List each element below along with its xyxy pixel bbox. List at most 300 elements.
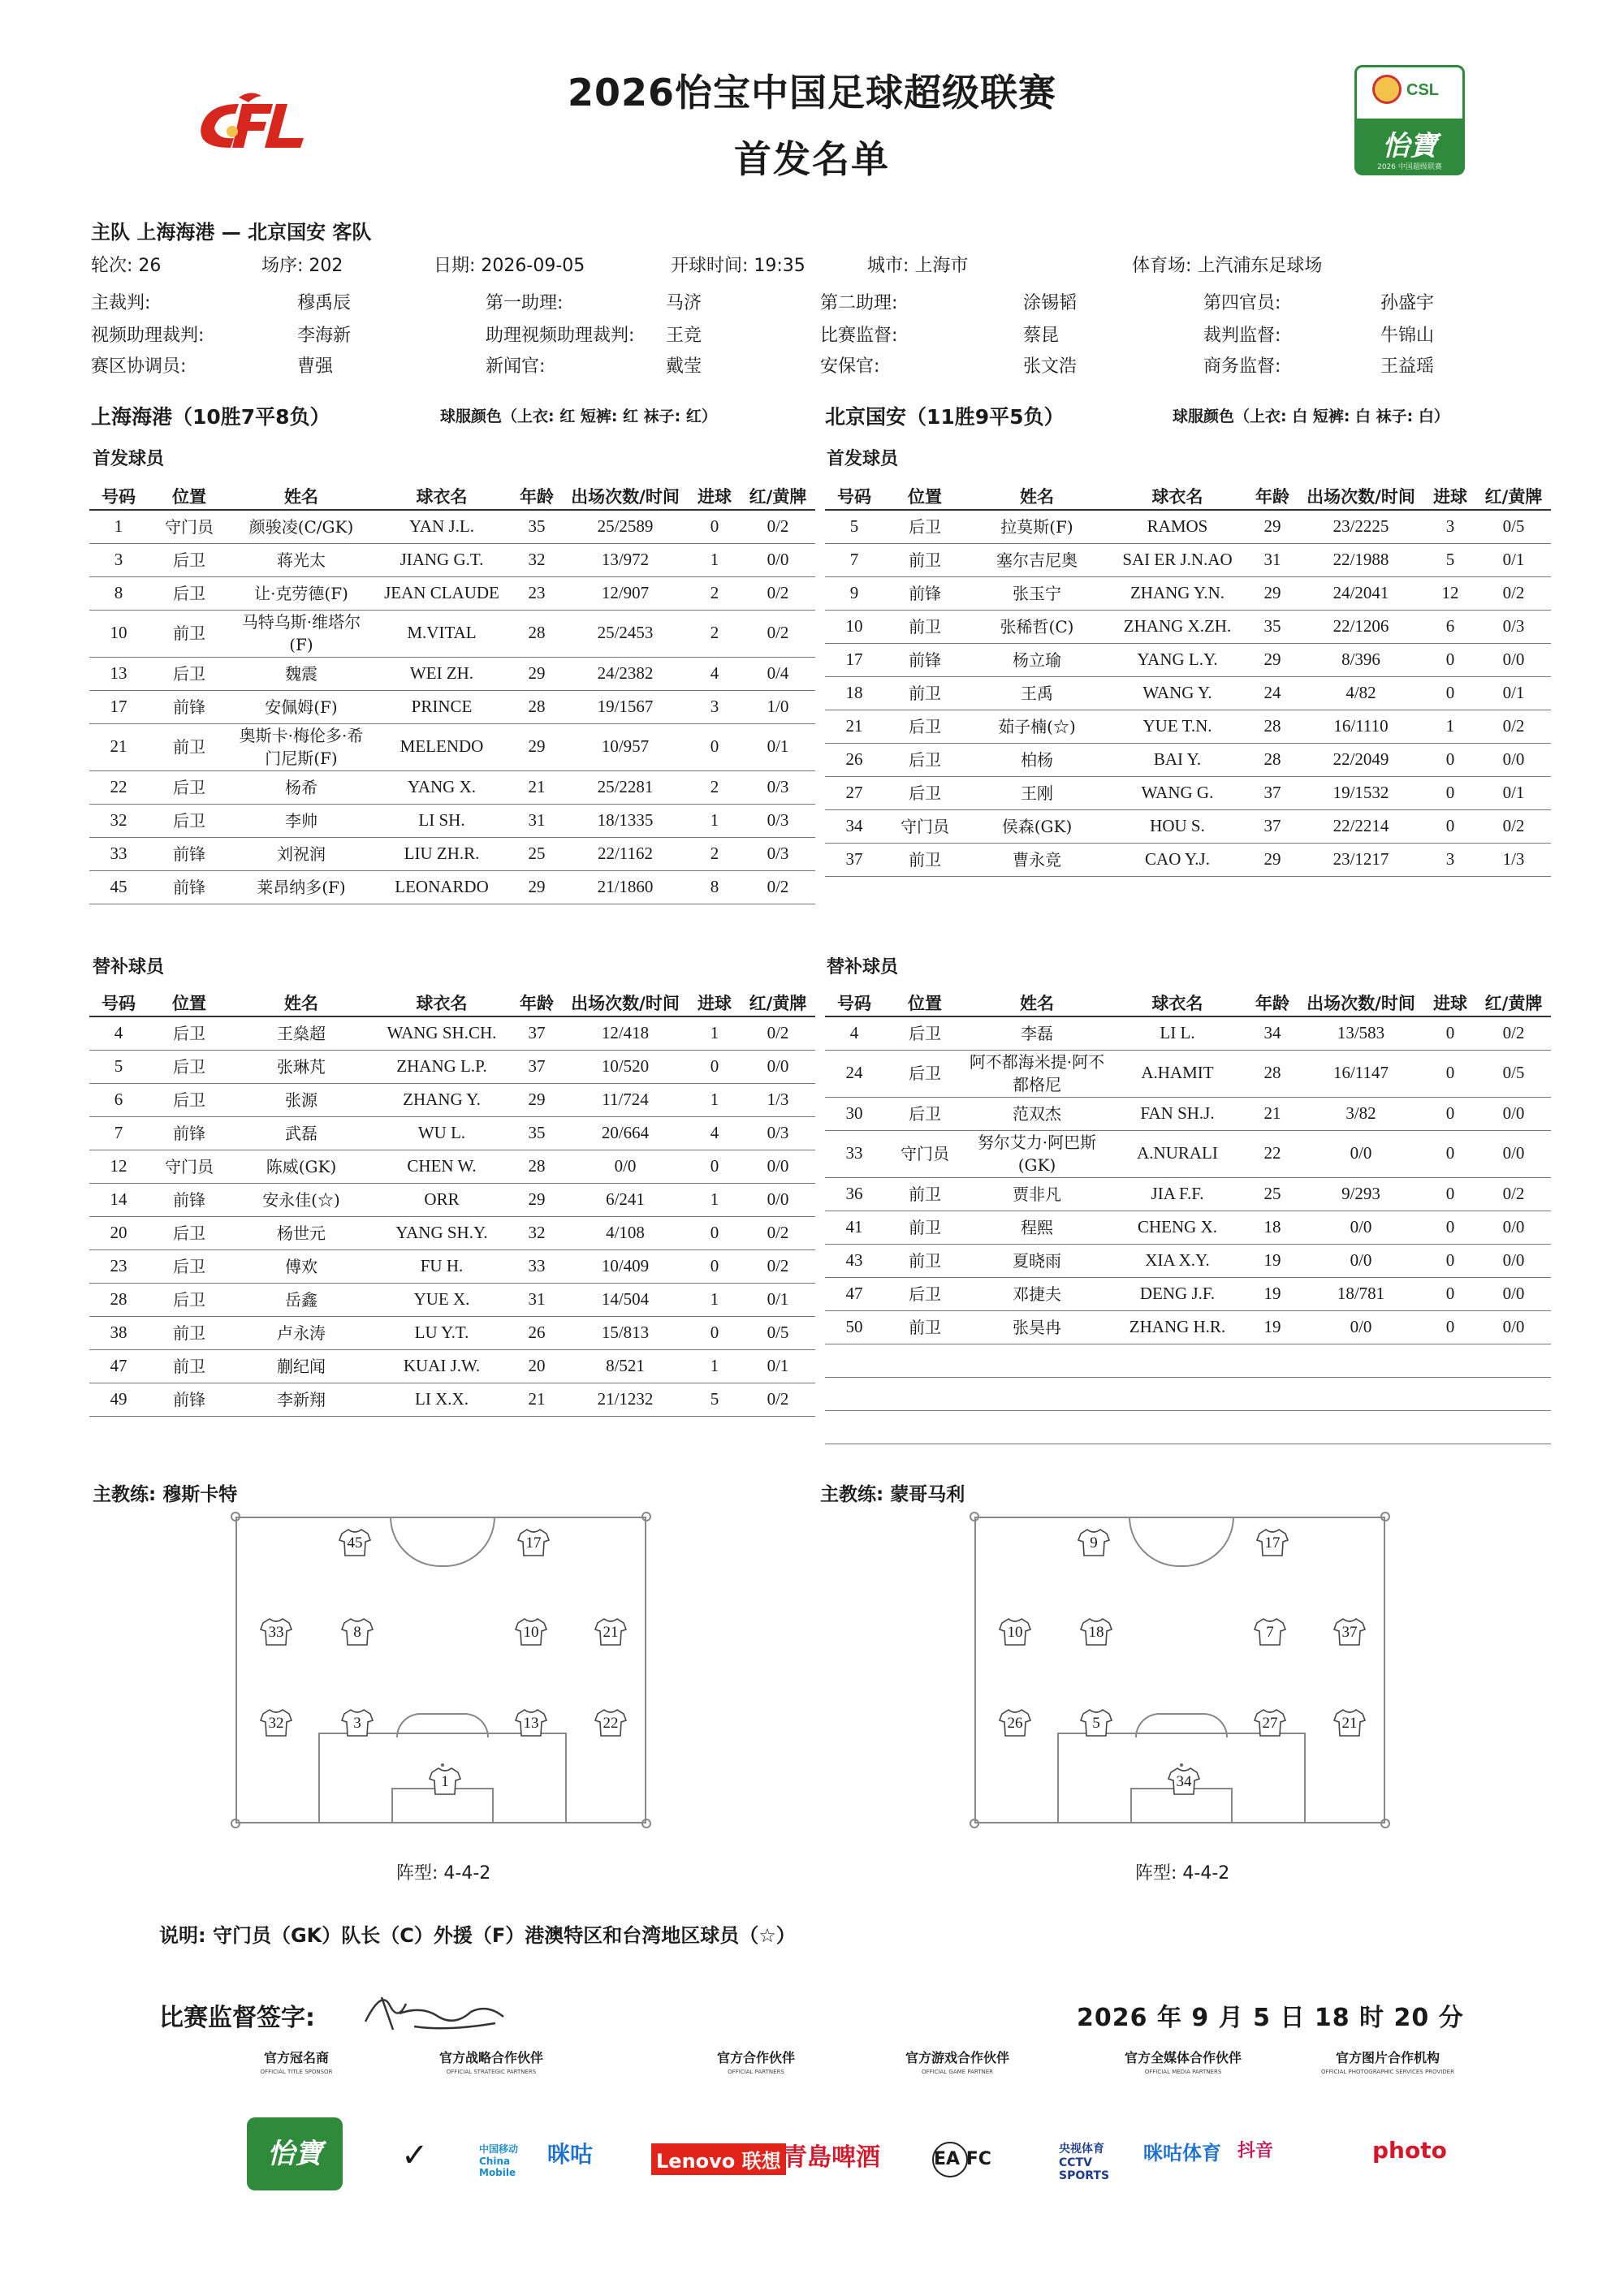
column-header: 号码: [825, 482, 883, 510]
shirt-name: YAN J.L.: [372, 510, 512, 543]
official-name: 涂锡韬: [1023, 293, 1078, 313]
player-name: 王燊超: [231, 1016, 372, 1050]
column-header: 位置: [148, 482, 231, 510]
jersey-number: 33: [268, 1624, 284, 1641]
shirt-name: WANG Y.: [1108, 676, 1247, 710]
jersey-number: 13: [523, 1715, 539, 1732]
player-number: 10: [825, 610, 883, 643]
away-subs-label: 替补球员: [827, 957, 899, 978]
appearances: 12/418: [562, 1016, 689, 1050]
appearances: 0/0: [1298, 1310, 1424, 1344]
shirt-name: YUE X.: [372, 1283, 512, 1316]
shirt-name: A.NURALI: [1108, 1130, 1247, 1177]
player-goals: 1: [689, 1283, 741, 1316]
player-number: 36: [825, 1177, 883, 1211]
player-goals: 0: [1424, 1016, 1476, 1050]
away-formation-pitch: [974, 1517, 1385, 1823]
jersey-icon: [594, 1708, 627, 1737]
player-number: 3: [89, 543, 148, 576]
player-cards: 0/1: [1476, 543, 1551, 576]
officials-row-3: [89, 352, 1559, 382]
shirt-name: ZHANG H.R.: [1108, 1310, 1247, 1344]
jersey-icon: [999, 1617, 1031, 1646]
jersey-icon: [1254, 1617, 1286, 1646]
player-cards: 0/3: [741, 804, 815, 837]
player-age: 29: [1247, 576, 1298, 610]
player-position: 前卫: [148, 1349, 231, 1383]
player-row: [825, 543, 1551, 576]
player-name: 塞尔吉尼奥: [966, 543, 1108, 576]
appearances: 24/2382: [562, 657, 689, 690]
appearances: 19/1567: [562, 690, 689, 723]
player-goals: 0: [1424, 743, 1476, 776]
player-goals: 0: [1424, 1130, 1476, 1177]
jersey-icon: [1080, 1708, 1112, 1737]
player-cards: 0/2: [1476, 1177, 1551, 1211]
home-formation-pitch: [235, 1517, 646, 1823]
player-age: 21: [512, 770, 562, 804]
shirt-name: LI SH.: [372, 804, 512, 837]
player-name: 安永佳(☆): [231, 1183, 372, 1216]
player-age: 21: [512, 1383, 562, 1416]
player-name: 陈威(GK): [231, 1150, 372, 1183]
appearances: 10/957: [562, 723, 689, 770]
player-name: 努尔艾力·阿巴斯(GK): [966, 1130, 1108, 1177]
player-number: 47: [825, 1277, 883, 1310]
player-row: [89, 770, 815, 804]
column-header: 出场次数/时间: [1298, 482, 1424, 510]
player-cards: 0/2: [741, 576, 815, 610]
shirt-name: YANG L.Y.: [1108, 643, 1247, 676]
empty-row: [825, 1410, 1551, 1444]
player-age: 33: [512, 1249, 562, 1283]
column-header: 进球: [1424, 989, 1476, 1016]
column-header: 红/黄牌: [741, 482, 815, 510]
column-header: 红/黄牌: [741, 989, 815, 1016]
player-position: 前卫: [148, 1316, 231, 1349]
player-goals: 1: [689, 1183, 741, 1216]
player-row: [825, 1310, 1551, 1344]
jersey-number: 32: [268, 1715, 284, 1732]
player-number: 18: [825, 676, 883, 710]
player-position: 前卫: [883, 843, 966, 876]
shirt-name: DENG J.F.: [1108, 1277, 1247, 1310]
column-header: 姓名: [231, 989, 372, 1016]
player-name: 贾非凡: [966, 1177, 1108, 1211]
shirt-name: ZHANG Y.N.: [1108, 576, 1247, 610]
player-position: 后卫: [148, 543, 231, 576]
player-position: 前锋: [148, 1116, 231, 1150]
column-header: 年龄: [512, 482, 562, 510]
player-number: 38: [89, 1316, 148, 1349]
column-header: 红/黄牌: [1476, 482, 1551, 510]
player-row: [89, 837, 815, 870]
official-name: 李海新: [297, 326, 352, 346]
lenovo-logo: Lenovo 联想: [651, 2143, 786, 2175]
player-row: [825, 743, 1551, 776]
jersey-icon: [515, 1617, 547, 1646]
player-cards: 0/1: [741, 723, 815, 770]
player-row: [825, 1277, 1551, 1310]
player-name: 刘祝润: [231, 837, 372, 870]
player-number: 49: [89, 1383, 148, 1416]
column-header: 位置: [883, 482, 966, 510]
shirt-name: ZHANG X.ZH.: [1108, 610, 1247, 643]
appearances: 21/1860: [562, 870, 689, 904]
player-position: 后卫: [148, 1016, 231, 1050]
official-name: 张文浩: [1023, 356, 1078, 377]
player-goals: 0: [689, 723, 741, 770]
player-cards: 0/0: [741, 1050, 815, 1083]
jersey-icon: [1168, 1767, 1200, 1796]
player-cards: 0/1: [741, 1349, 815, 1383]
player-age: 19: [1247, 1244, 1298, 1277]
player-number: 8: [89, 576, 148, 610]
player-number: 21: [89, 723, 148, 770]
player-position: 后卫: [883, 710, 966, 743]
player-cards: 0/1: [1476, 676, 1551, 710]
jersey-number: 26: [1007, 1715, 1023, 1732]
player-goals: 5: [689, 1383, 741, 1416]
shirt-name: RAMOS: [1108, 510, 1247, 543]
official-label: 第一助理:: [486, 293, 564, 313]
player-position: 守门员: [148, 1150, 231, 1183]
player-position: 前卫: [883, 1177, 966, 1211]
player-cards: 0/3: [741, 837, 815, 870]
player-row: [89, 1183, 815, 1216]
player-name: 曹永竞: [966, 843, 1108, 876]
jersey-icon: [341, 1708, 374, 1737]
player-goals: 0: [689, 1216, 741, 1249]
shirt-name: PRINCE: [372, 690, 512, 723]
player-goals: 0: [1424, 1050, 1476, 1097]
appearances: 4/108: [562, 1216, 689, 1249]
player-name: 邓捷夫: [966, 1277, 1108, 1310]
player-position: 前锋: [883, 576, 966, 610]
player-number: 28: [89, 1283, 148, 1316]
shirt-name: JIANG G.T.: [372, 543, 512, 576]
player-cards: 0/2: [741, 1383, 815, 1416]
jersey-number: 22: [603, 1715, 619, 1732]
player-age: 35: [512, 510, 562, 543]
player-position: 前锋: [148, 1183, 231, 1216]
player-position: 后卫: [148, 1083, 231, 1116]
column-header: 出场次数/时间: [1298, 989, 1424, 1016]
player-name: 杨世元: [231, 1216, 372, 1249]
player-age: 35: [512, 1116, 562, 1150]
shirt-name: LU Y.T.: [372, 1316, 512, 1349]
shirt-name: YANG SH.Y.: [372, 1216, 512, 1249]
player-name: 张稀哲(C): [966, 610, 1108, 643]
player-age: 32: [512, 1216, 562, 1249]
away-subs-table: [825, 989, 1551, 1444]
player-position: 后卫: [883, 1050, 966, 1097]
match-date: 日期: 2026-09-05: [434, 256, 585, 276]
shirt-name: CHENG X.: [1108, 1211, 1247, 1244]
column-header: 姓名: [231, 482, 372, 510]
player-row: [89, 610, 815, 657]
player-name: 夏晓雨: [966, 1244, 1108, 1277]
jersey-icon: [999, 1708, 1031, 1737]
player-name: 拉莫斯(F): [966, 510, 1108, 543]
player-cards: 0/5: [1476, 1050, 1551, 1097]
player-cards: 0/2: [741, 870, 815, 904]
player-number: 27: [825, 776, 883, 809]
player-age: 28: [512, 690, 562, 723]
player-row: [89, 1016, 815, 1050]
player-name: 魏震: [231, 657, 372, 690]
player-row: [825, 776, 1551, 809]
player-row: [825, 1244, 1551, 1277]
appearances: 14/504: [562, 1283, 689, 1316]
appearances: 9/293: [1298, 1177, 1424, 1211]
player-name: 张玉宁: [966, 576, 1108, 610]
player-age: 37: [512, 1050, 562, 1083]
column-header: 球衣名: [372, 482, 512, 510]
player-position: 后卫: [148, 1216, 231, 1249]
player-name: 奥斯卡·梅伦多·希门尼斯(F): [231, 723, 372, 770]
official-label: 安保官:: [820, 356, 880, 377]
appearances: 25/2589: [562, 510, 689, 543]
player-cards: 0/2: [1476, 1016, 1551, 1050]
player-name: 安佩姆(F): [231, 690, 372, 723]
sponsor-category: 官方合作伙伴 OFFICIAL PARTNERS: [716, 2050, 795, 2075]
shirt-name: ZHANG L.P.: [372, 1050, 512, 1083]
official-label: 第四官员:: [1203, 293, 1281, 313]
shirt-name: BAI Y.: [1108, 743, 1247, 776]
appearances: 0/0: [1298, 1211, 1424, 1244]
player-number: 21: [825, 710, 883, 743]
away-team-name: 北京国安（11胜9平5负）: [825, 405, 1065, 429]
jersey-number: 17: [525, 1534, 542, 1552]
player-age: 28: [512, 1150, 562, 1183]
kickoff-time: 开球时间: 19:35: [671, 256, 806, 276]
player-row: [89, 1283, 815, 1316]
matchup: 主队 上海海港 — 北京国安 客队: [91, 221, 372, 244]
shirt-name: WU L.: [372, 1116, 512, 1150]
player-age: 37: [1247, 776, 1298, 809]
official-name: 戴莹: [666, 356, 702, 377]
shirt-name: SAI ER J.N.AO: [1108, 543, 1247, 576]
player-row: [825, 1211, 1551, 1244]
official-name: 穆禹辰: [297, 293, 352, 313]
player-cards: 0/2: [741, 610, 815, 657]
player-age: 20: [512, 1349, 562, 1383]
legend-note: 说明: 守门员（GK）队长（C）外援（F）港澳特区和台湾地区球员（☆）: [159, 1924, 796, 1947]
player-goals: 6: [1424, 610, 1476, 643]
jersey-number: 17: [1264, 1534, 1281, 1552]
player-row: [89, 1316, 815, 1349]
official-label: 视频助理裁判:: [91, 326, 205, 346]
official-name: 王益瑶: [1380, 356, 1435, 377]
player-name: 柏杨: [966, 743, 1108, 776]
player-row: [825, 576, 1551, 610]
player-goals: 1: [689, 804, 741, 837]
player-number: 12: [89, 1150, 148, 1183]
player-position: 后卫: [883, 510, 966, 543]
column-header: 球衣名: [1108, 482, 1247, 510]
column-header: 球衣名: [372, 989, 512, 1016]
player-name: 阿不都海米提·阿不都格尼: [966, 1050, 1108, 1097]
player-name: 颜骏凌(C/GK): [231, 510, 372, 543]
player-position: 前卫: [148, 723, 231, 770]
player-age: 29: [512, 1183, 562, 1216]
player-position: 前锋: [148, 1383, 231, 1416]
player-cards: 1/3: [741, 1083, 815, 1116]
ea-fc-logo: EA FC: [932, 2142, 968, 2177]
player-number: 13: [89, 657, 148, 690]
player-age: 19: [1247, 1277, 1298, 1310]
player-age: 29: [1247, 843, 1298, 876]
player-name: 让·克劳德(F): [231, 576, 372, 610]
player-name: 蒋光太: [231, 543, 372, 576]
player-row: [89, 1383, 815, 1416]
player-cards: 0/5: [741, 1316, 815, 1349]
player-row: [825, 809, 1551, 843]
player-number: 4: [89, 1016, 148, 1050]
jersey-number: 7: [1266, 1624, 1274, 1641]
column-header: 红/黄牌: [1476, 989, 1551, 1016]
player-cards: 0/3: [1476, 610, 1551, 643]
player-row: [825, 710, 1551, 743]
player-goals: 0: [689, 510, 741, 543]
empty-cell: [825, 1410, 1551, 1444]
shirt-name: MELENDO: [372, 723, 512, 770]
jersey-icon: [260, 1708, 292, 1737]
player-age: 19: [1247, 1310, 1298, 1344]
player-position: 后卫: [148, 657, 231, 690]
player-age: 28: [1247, 710, 1298, 743]
player-number: 23: [89, 1249, 148, 1283]
player-age: 26: [512, 1316, 562, 1349]
douyin-logo: 抖音: [1237, 2141, 1274, 2161]
shirt-name: LIU ZH.R.: [372, 837, 512, 870]
home-starters-table: [89, 482, 815, 904]
appearances: 23/1217: [1298, 843, 1424, 876]
page-title: 2026怡宝中国足球超级联赛: [567, 71, 1057, 114]
csl-logo-brand: 怡寶: [1382, 130, 1437, 162]
china-mobile-logo: 中国移动 China Mobile: [479, 2143, 519, 2178]
appearances: 22/1206: [1298, 610, 1424, 643]
player-row: [89, 1050, 815, 1083]
shirt-name: WANG G.: [1108, 776, 1247, 809]
player-age: 34: [1247, 1016, 1298, 1050]
away-kit-colors: 球服颜色（上衣: 白 短裤: 白 袜子: 白）: [1173, 408, 1449, 425]
column-header: 年龄: [1247, 989, 1298, 1016]
player-position: 前卫: [883, 1244, 966, 1277]
player-cards: 0/2: [741, 1016, 815, 1050]
jersey-number: 18: [1088, 1624, 1104, 1641]
player-age: 31: [512, 1283, 562, 1316]
empty-cell: [825, 1377, 1551, 1410]
player-position: 前卫: [883, 610, 966, 643]
sponsor-category: 官方图片合作机构 OFFICIAL PHOTOGRAPHIC SERVICES PROVIDER: [1321, 2050, 1454, 2075]
jersey-icon: [517, 1528, 550, 1557]
official-name: 马济: [666, 293, 702, 313]
player-goals: 0: [1424, 776, 1476, 809]
player-age: 29: [512, 1083, 562, 1116]
player-position: 后卫: [148, 770, 231, 804]
official-label: 比赛监督:: [820, 326, 898, 346]
appearances: 22/2049: [1298, 743, 1424, 776]
home-coach: 主教练: 穆斯卡特: [93, 1484, 238, 1505]
jersey-number: 37: [1341, 1624, 1358, 1641]
player-name: 王禹: [966, 676, 1108, 710]
sponsor-category: 官方战略合作伙伴 OFFICIAL STRATEGIC PARTNERS: [438, 2050, 543, 2075]
player-age: 35: [1247, 610, 1298, 643]
shirt-name: M.VITAL: [372, 610, 512, 657]
player-name: 张源: [231, 1083, 372, 1116]
supervisor-signature: [357, 1981, 512, 2046]
player-age: 37: [1247, 809, 1298, 843]
jersey-number: 1: [441, 1773, 449, 1790]
csl-logo-year: 2026 中国超级联赛: [1377, 163, 1442, 171]
home-starters-label: 首发球员: [93, 449, 165, 469]
empty-cell: [825, 1344, 1551, 1377]
jersey-number: 10: [1007, 1624, 1023, 1641]
player-cards: 0/0: [1476, 1277, 1551, 1310]
column-header: 进球: [1424, 482, 1476, 510]
player-cards: 0/2: [1476, 809, 1551, 843]
column-header: 年龄: [1247, 482, 1298, 510]
player-number: 1: [89, 510, 148, 543]
player-name: 杨希: [231, 770, 372, 804]
shirt-name: LEONARDO: [372, 870, 512, 904]
appearances: 18/1335: [562, 804, 689, 837]
player-position: 后卫: [883, 743, 966, 776]
player-goals: 0: [1424, 809, 1476, 843]
nike-logo: ✓: [401, 2137, 429, 2174]
player-cards: 0/0: [1476, 1310, 1551, 1344]
player-name: 蒯纪闻: [231, 1349, 372, 1383]
shirt-name: LI X.X.: [372, 1383, 512, 1416]
player-age: 31: [512, 804, 562, 837]
appearances: 8/396: [1298, 643, 1424, 676]
player-position: 后卫: [883, 776, 966, 809]
official-label: 第二助理:: [820, 293, 898, 313]
appearances: 0/0: [1298, 1130, 1424, 1177]
player-age: 24: [1247, 676, 1298, 710]
column-header: 进球: [689, 482, 741, 510]
player-cards: 0/1: [741, 1283, 815, 1316]
player-number: 50: [825, 1310, 883, 1344]
player-row: [825, 676, 1551, 710]
appearances: 25/2453: [562, 610, 689, 657]
player-cards: 0/2: [1476, 710, 1551, 743]
player-row: [89, 1083, 815, 1116]
photo-agency-logo: photo: [1372, 2137, 1447, 2164]
jersey-number: 34: [1176, 1773, 1192, 1790]
player-cards: 0/2: [741, 1216, 815, 1249]
shirt-name: WANG SH.CH.: [372, 1016, 512, 1050]
column-header: 号码: [89, 989, 148, 1016]
player-row: [89, 870, 815, 904]
player-position: 守门员: [148, 510, 231, 543]
player-name: 茹子楠(☆): [966, 710, 1108, 743]
column-header: 号码: [825, 989, 883, 1016]
player-age: 29: [512, 870, 562, 904]
player-age: 28: [1247, 743, 1298, 776]
jersey-icon: [429, 1767, 461, 1796]
round: 轮次: 26: [91, 256, 162, 276]
game-number: 场序: 202: [261, 256, 343, 276]
player-number: 20: [89, 1216, 148, 1249]
player-position: 后卫: [148, 1249, 231, 1283]
player-row: [89, 657, 815, 690]
column-header: 位置: [883, 989, 966, 1016]
officials-row-1: [89, 289, 1559, 318]
player-row: [825, 643, 1551, 676]
